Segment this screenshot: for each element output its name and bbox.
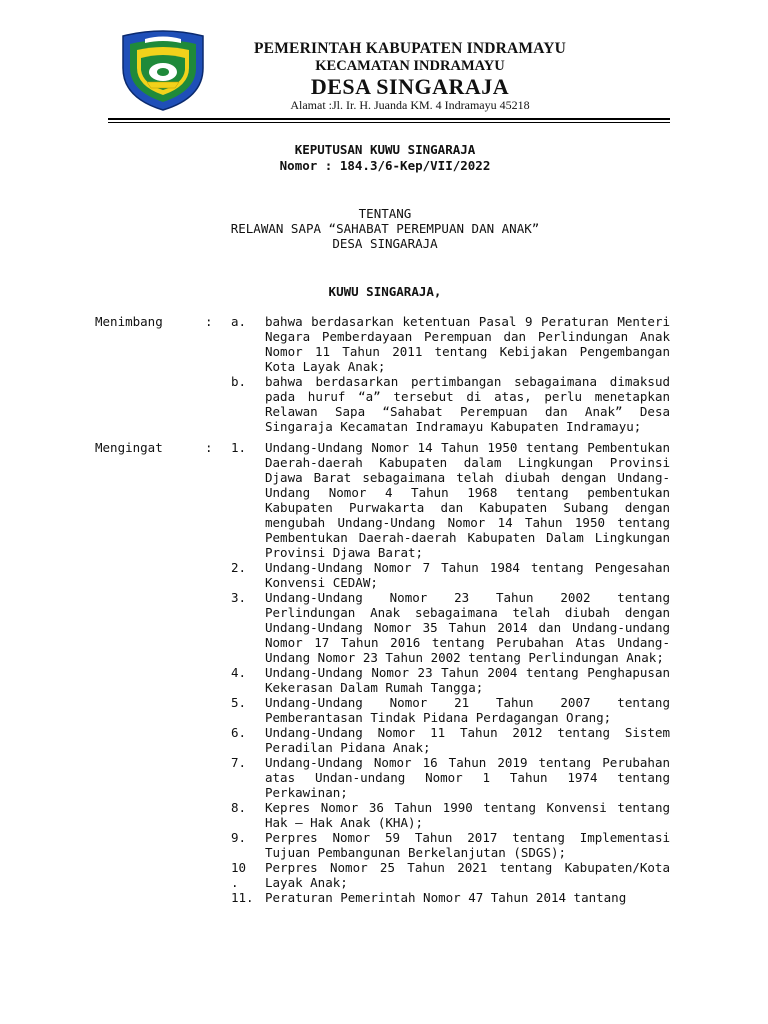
list-text: Undang-Undang Nomor 23 Tahun 2004 tentang Penghapusan Kekerasan Dalam Rumah Tangga; xyxy=(265,665,670,695)
letterhead-thin-rule xyxy=(108,122,670,123)
list-text: Perpres Nomor 59 Tahun 2017 tentang Implementasi Tujuan Pembangunan Berkelanjutan (SDGS); xyxy=(265,830,670,860)
indramayu-regency-shield-logo xyxy=(117,28,209,112)
list-number: 11. xyxy=(231,890,254,905)
list-number: 4. xyxy=(231,665,247,680)
list-text: Kepres Nomor 36 Tahun 1990 tentang Konvensi tentang Hak – Hak Anak (KHA); xyxy=(265,800,670,830)
list-text: Undang-Undang Nomor 23 Tahun 2002 tentang Perlindungan Anak sebagaimana telah diubah dengan Undang-Undang Nomor 35 Tahun 2014 dan Undang-undang Nomor 17 Tahun 2016 tentang Perubahan Atas Undang-Undang Nomor 23 Tahun 2002 tentang Perlindungan Anak; xyxy=(265,590,670,665)
list-number: b. xyxy=(231,374,247,389)
mengingat-label: Mengingat xyxy=(95,440,163,455)
list-number: 1. xyxy=(231,440,247,455)
mengingat-item-5 xyxy=(95,695,670,725)
list-text: Undang-Undang Nomor 14 Tahun 1950 tentang Pembentukan Daerah-daerah Kabupaten dalam Lingkungan Provinsi Djawa Barat sebagaimana telah diubah dengan Undang-Undang Nomor 4 Tahun 1968 tentang pembentukan Kabupaten Purwakarta dan Kabupaten Subang dengan mengubah Undang-Undang Nomor 14 Tahun 1950 tentang Pembentukan Daerah-daerah Kabupaten Dalam Lingkungan Provinsi Djawa Barat; xyxy=(265,440,670,560)
letterhead-thick-rule xyxy=(108,118,670,120)
list-text: bahwa berdasarkan pertimbangan sebagaimana dimaksud pada huruf “a” tersebut di atas, perlu menetapkan Relawan Sapa “Sahabat Perempuan dan Anak” Desa Singaraja Kecamatan Indramayu Kabupaten Indramayu; xyxy=(265,374,670,434)
decree-title: KEPUTUSAN KUWU SINGARAJA xyxy=(294,142,476,157)
list-number: 9. xyxy=(231,830,247,845)
list-number: 7. xyxy=(231,755,247,770)
subject-line: RELAWAN SAPA “SAHABAT PEREMPUAN DAN ANAK” xyxy=(230,221,540,236)
subject-village: DESA SINGARAJA xyxy=(332,236,438,251)
mengingat-item-6 xyxy=(95,725,670,755)
authority-heading: KUWU SINGARAJA, xyxy=(328,284,442,299)
list-text: Undang-Undang Nomor 16 Tahun 2019 tentang Perubahan atas Undan-undang Nomor 1 Tahun 1974 tentang Perkawinan; xyxy=(265,755,670,800)
list-number: 10 . xyxy=(231,860,247,890)
list-text: Peraturan Pemerintah Nomor 47 Tahun 2014 tantang xyxy=(265,890,627,905)
menimbang-colon: : xyxy=(205,314,213,329)
list-number: a. xyxy=(231,314,247,329)
list-number: 3. xyxy=(231,590,247,605)
mengingat-item-3 xyxy=(95,590,670,665)
list-number: 2. xyxy=(231,560,247,575)
list-text: Undang-Undang Nomor 7 Tahun 1984 tentang Pengesahan Konvensi CEDAW; xyxy=(265,560,670,590)
list-number: 5. xyxy=(231,695,247,710)
list-text: Perpres Nomor 25 Tahun 2021 tentang Kabupaten/Kota Layak Anak; xyxy=(265,860,670,890)
list-text: Undang-Undang Nomor 21 Tahun 2007 tentang Pemberantasan Tindak Pidana Perdagangan Orang; xyxy=(265,695,670,725)
subject-heading: TENTANG xyxy=(358,206,412,221)
mengingat-item-2 xyxy=(95,560,670,590)
mengingat-item-7 xyxy=(95,755,670,800)
mengingat-item-10 xyxy=(95,860,670,890)
mengingat-item-1 xyxy=(95,440,670,560)
mengingat-item-4 xyxy=(95,665,670,695)
menimbang-label: Menimbang xyxy=(95,314,163,329)
letterhead-district: KECAMATAN INDRAMAYU xyxy=(315,58,505,74)
mengingat-colon: : xyxy=(205,440,213,455)
list-number: 8. xyxy=(231,800,247,815)
letterhead-address: Alamat :Jl. Ir. H. Juanda KM. 4 Indramayu 45218 xyxy=(290,98,530,112)
mengingat-item-9 xyxy=(95,830,670,860)
list-text: Undang-Undang Nomor 11 Tahun 2012 tentang Sistem Peradilan Pidana Anak; xyxy=(265,725,670,755)
letterhead-government: PEMERINTAH KABUPATEN INDRAMAYU xyxy=(254,40,566,57)
decree-number: Nomor : 184.3/6-Kep/VII/2022 xyxy=(279,158,491,173)
menimbang-item-a xyxy=(95,314,670,374)
list-text: bahwa berdasarkan ketentuan Pasal 9 Peraturan Menteri Negara Pemberdayaan Perempuan dan Perlindungan Anak Nomor 11 Tahun 2011 tentang Kebijakan Pengembangan Kota Layak Anak; xyxy=(265,314,670,374)
mengingat-item-11 xyxy=(95,890,670,905)
mengingat-item-8 xyxy=(95,800,670,830)
decree-body xyxy=(95,314,670,905)
letterhead-village: DESA SINGARAJA xyxy=(310,74,510,99)
menimbang-item-b xyxy=(95,374,670,434)
list-number: 6. xyxy=(231,725,247,740)
